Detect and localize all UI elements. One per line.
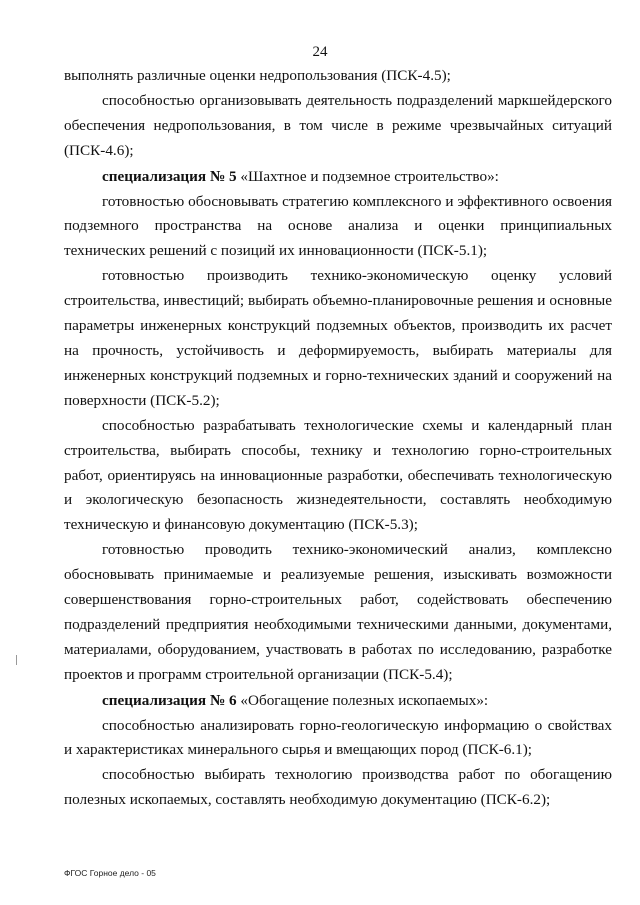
paragraph-psk-5-4	[64, 538, 612, 687]
paragraph-psk-4-5	[64, 64, 612, 89]
paragraph-text: способностью разрабатывать технологические схемы и календарный план строительства, выбирать способы, технику и технологию горно-строительных работ, ориентируясь на инновационные разработки, обеспечивать технологическую и экологическую безопасность жизнедеятельности, составлять необходимую техническую и финансовую документацию (ПСК-5.3);	[64, 416, 612, 534]
paragraph-psk-5-1	[64, 190, 612, 265]
margin-mark	[16, 655, 17, 665]
paragraph-text: способностью организовывать деятельность подразделений маркшейдерского обеспечения недропользования, в том числе в режиме чрезвычайных ситуаций (ПСК-4.6);	[64, 91, 612, 159]
paragraph-psk-5-3	[64, 414, 612, 539]
paragraph-psk-5-2	[64, 264, 612, 413]
paragraph-text: готовностью проводить технико-экономический анализ, комплексно обосновывать принимаемые и реализуемые решения, изыскивать возможности совершенствования горно-строительных работ, содействовать обеспечению подразделений предприятия необходимыми техническими данными, документами, материалами, оборудованием, участвовать в работах по исследованию, разработке проектов и программ строительной организации (ПСК-5.4);	[64, 541, 612, 683]
paragraph-text: выполнять различные оценки недропользования (ПСК-4.5);	[64, 67, 451, 84]
paragraph-text: готовностью обосновывать стратегию комплексного и эффективного освоения подземного пространства на основе анализа и оценки принципиальных технических решений с позиций их инновационности (ПСК-5.1);	[64, 192, 612, 260]
paragraph-text: способностью анализировать горно-геологическую информацию о свойствах и характеристиках минерального сырья и вмещающих пород (ПСК-6.1);	[64, 716, 612, 759]
paragraph-text: способностью выбирать технологию производства работ по обогащению полезных ископаемых, составлять необходимую документацию (ПСК-6.2);	[64, 766, 612, 809]
page-number: 24	[312, 44, 328, 60]
paragraph-psk-4-6	[64, 89, 612, 164]
specialization-5-heading	[64, 165, 612, 190]
paragraph-psk-6-2	[64, 763, 612, 813]
specialization-label: специализация № 6	[102, 691, 237, 709]
paragraph-psk-6-1	[64, 714, 612, 764]
page-footer: ФГОС Горное дело - 05	[64, 868, 156, 878]
specialization-label: специализация № 5	[102, 167, 237, 185]
specialization-title: «Шахтное и подземное строительство»:	[236, 167, 499, 185]
specialization-title: «Обогащение полезных ископаемых»:	[236, 691, 489, 709]
document-body	[64, 64, 612, 813]
paragraph-text: готовностью производить технико-экономическую оценку условий строительства, инвестиций; выбирать объемно-планировочные решения и основные параметры инженерных конструкций подземных объектов, производить их расчет на прочность, устойчивость и деформируемость, выбирать материалы для инженерных конструкций подземных и горно-технических зданий и сооружений на поверхности (ПСК-5.2);	[64, 267, 612, 409]
specialization-6-heading	[64, 689, 612, 714]
